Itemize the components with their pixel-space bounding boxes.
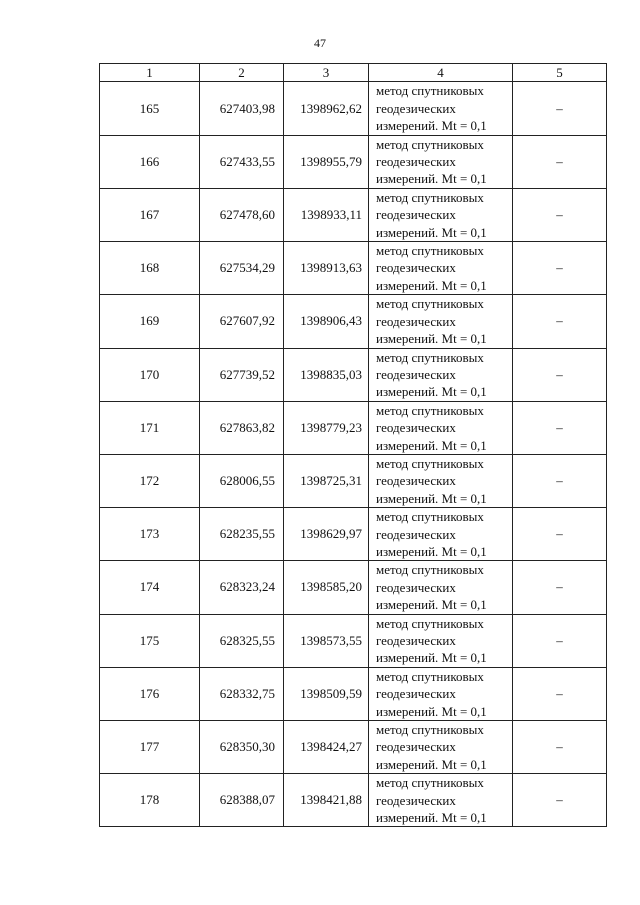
table-row <box>100 667 607 720</box>
point-number-cell: 165 <box>100 82 200 135</box>
point-number-cell: 167 <box>100 188 200 241</box>
method-cell <box>369 295 513 348</box>
method-text-line: измерений. Mt = 0,1 <box>376 756 487 772</box>
x-coordinate-cell: 628323,24 <box>200 561 284 614</box>
method-text-line: измерений. Mt = 0,1 <box>376 597 487 613</box>
method-text-line: измерений. Mt = 0,1 <box>376 384 487 400</box>
method-cell <box>369 135 513 188</box>
coordinates-table <box>99 63 607 827</box>
table-row <box>100 242 607 295</box>
method-text-line: измерений. Mt = 0,1 <box>376 490 487 506</box>
x-coordinate-cell: 628350,30 <box>200 721 284 774</box>
method-cell <box>369 561 513 614</box>
x-coordinate-cell: 628332,75 <box>200 667 284 720</box>
method-cell <box>369 614 513 667</box>
point-number-cell: 174 <box>100 561 200 614</box>
y-coordinate-cell: 1398509,59 <box>284 667 369 720</box>
column-header-3: 3 <box>284 64 369 82</box>
y-coordinate-cell: 1398424,27 <box>284 721 369 774</box>
y-coordinate-cell: 1398955,79 <box>284 135 369 188</box>
method-cell <box>369 721 513 774</box>
method-text-line: геодезических <box>376 739 456 755</box>
table-row <box>100 774 607 827</box>
point-number-cell: 168 <box>100 242 200 295</box>
x-coordinate-cell: 627433,55 <box>200 135 284 188</box>
method-text-line: метод спутниковых <box>376 83 484 99</box>
note-cell: – <box>513 82 607 135</box>
method-cell <box>369 454 513 507</box>
note-cell: – <box>513 295 607 348</box>
point-number-cell: 169 <box>100 295 200 348</box>
method-text-line: метод спутниковых <box>376 722 484 738</box>
y-coordinate-cell: 1398962,62 <box>284 82 369 135</box>
page-number: 47 <box>314 36 326 50</box>
method-text-line: измерений. Mt = 0,1 <box>376 437 487 453</box>
method-text-line: геодезических <box>376 579 456 595</box>
table-row <box>100 188 607 241</box>
method-text-line: метод спутниковых <box>376 775 484 791</box>
method-text-line: геодезических <box>376 100 456 116</box>
y-coordinate-cell: 1398421,88 <box>284 774 369 827</box>
method-cell <box>369 667 513 720</box>
y-coordinate-cell: 1398906,43 <box>284 295 369 348</box>
method-cell <box>369 242 513 295</box>
x-coordinate-cell: 627478,60 <box>200 188 284 241</box>
y-coordinate-cell: 1398779,23 <box>284 401 369 454</box>
method-text-line: геодезических <box>376 207 456 223</box>
method-text-line: метод спутниковых <box>376 189 484 205</box>
point-number-cell: 173 <box>100 508 200 561</box>
method-text-line: геодезических <box>376 154 456 170</box>
note-cell: – <box>513 454 607 507</box>
note-cell: – <box>513 348 607 401</box>
point-number-cell: 170 <box>100 348 200 401</box>
table-row <box>100 401 607 454</box>
table-row <box>100 295 607 348</box>
x-coordinate-cell: 627403,98 <box>200 82 284 135</box>
table-header-row <box>100 64 607 82</box>
method-text-line: геодезических <box>376 792 456 808</box>
method-text-line: метод спутниковых <box>376 296 484 312</box>
note-cell: – <box>513 508 607 561</box>
point-number-cell: 178 <box>100 774 200 827</box>
x-coordinate-cell: 627863,82 <box>200 401 284 454</box>
method-text-line: геодезических <box>376 260 456 276</box>
method-text-line: измерений. Mt = 0,1 <box>376 224 487 240</box>
table-row <box>100 82 607 135</box>
table-row <box>100 454 607 507</box>
table-row <box>100 721 607 774</box>
method-text-line: геодезических <box>376 686 456 702</box>
note-cell: – <box>513 774 607 827</box>
method-cell <box>369 401 513 454</box>
x-coordinate-cell: 627534,29 <box>200 242 284 295</box>
column-header-5: 5 <box>513 64 607 82</box>
method-cell <box>369 188 513 241</box>
method-text-line: геодезических <box>376 633 456 648</box>
x-coordinate-cell: 628006,55 <box>200 454 284 507</box>
y-coordinate-cell: 1398933,11 <box>284 188 369 241</box>
column-header-2: 2 <box>200 64 284 82</box>
x-coordinate-cell: 628325,55 <box>200 614 284 667</box>
method-text-line: метод спутниковых <box>376 562 484 578</box>
method-text-line: метод спутниковых <box>376 615 484 631</box>
method-text-line: геодезических <box>376 473 456 489</box>
point-number-cell: 166 <box>100 135 200 188</box>
note-cell: – <box>513 135 607 188</box>
y-coordinate-cell: 1398573,55 <box>284 614 369 667</box>
method-text-line: измерений. Mt = 0,1 <box>376 650 487 666</box>
table-row <box>100 508 607 561</box>
point-number-cell: 176 <box>100 667 200 720</box>
point-number-cell: 171 <box>100 401 200 454</box>
note-cell: – <box>513 242 607 295</box>
method-text-line: измерений. Mt = 0,1 <box>376 810 487 826</box>
y-coordinate-cell: 1398629,97 <box>284 508 369 561</box>
method-text-line: измерений. Mt = 0,1 <box>376 703 487 719</box>
method-text-line: измерений. Mt = 0,1 <box>376 171 487 187</box>
point-number-cell: 172 <box>100 454 200 507</box>
note-cell: – <box>513 667 607 720</box>
y-coordinate-cell: 1398725,31 <box>284 454 369 507</box>
table-row <box>100 348 607 401</box>
y-coordinate-cell: 1398585,20 <box>284 561 369 614</box>
method-text-line: измерений. Mt = 0,1 <box>376 277 487 293</box>
x-coordinate-cell: 627607,92 <box>200 295 284 348</box>
point-number-cell: 175 <box>100 614 200 667</box>
method-text-line: геодезических <box>376 366 456 382</box>
method-text-line: измерений. Mt = 0,1 <box>376 543 487 559</box>
y-coordinate-cell: 1398835,03 <box>284 348 369 401</box>
method-cell <box>369 508 513 561</box>
method-text-line: метод спутниковых <box>376 402 484 418</box>
x-coordinate-cell: 628235,55 <box>200 508 284 561</box>
note-cell: – <box>513 614 607 667</box>
note-cell: – <box>513 401 607 454</box>
x-coordinate-cell: 627739,52 <box>200 348 284 401</box>
x-coordinate-cell: 628388,07 <box>200 774 284 827</box>
table-row <box>100 561 607 614</box>
method-text-line: метод спутниковых <box>376 349 484 365</box>
point-number-cell: 177 <box>100 721 200 774</box>
method-text-line: метод спутниковых <box>376 455 484 471</box>
method-text-line: метод спутниковых <box>376 509 484 525</box>
method-text-line: геодезических <box>376 420 456 436</box>
column-header-4: 4 <box>369 64 513 82</box>
method-text-line: измерений. Mt = 0,1 <box>376 118 487 134</box>
method-text-line: измерений. Mt = 0,1 <box>376 331 487 347</box>
table-body <box>100 82 607 827</box>
method-cell <box>369 774 513 827</box>
method-text-line: метод спутниковых <box>376 136 484 152</box>
y-coordinate-cell: 1398913,63 <box>284 242 369 295</box>
method-cell <box>369 348 513 401</box>
method-text-line: геодезических <box>376 313 456 329</box>
method-text-line: метод спутниковых <box>376 243 484 259</box>
note-cell: – <box>513 721 607 774</box>
column-header-1: 1 <box>100 64 200 82</box>
method-text-line: геодезических <box>376 526 456 542</box>
table-row <box>100 614 607 667</box>
method-text-line: метод спутниковых <box>376 668 484 684</box>
method-cell <box>369 82 513 135</box>
note-cell: – <box>513 188 607 241</box>
table-row <box>100 135 607 188</box>
note-cell: – <box>513 561 607 614</box>
